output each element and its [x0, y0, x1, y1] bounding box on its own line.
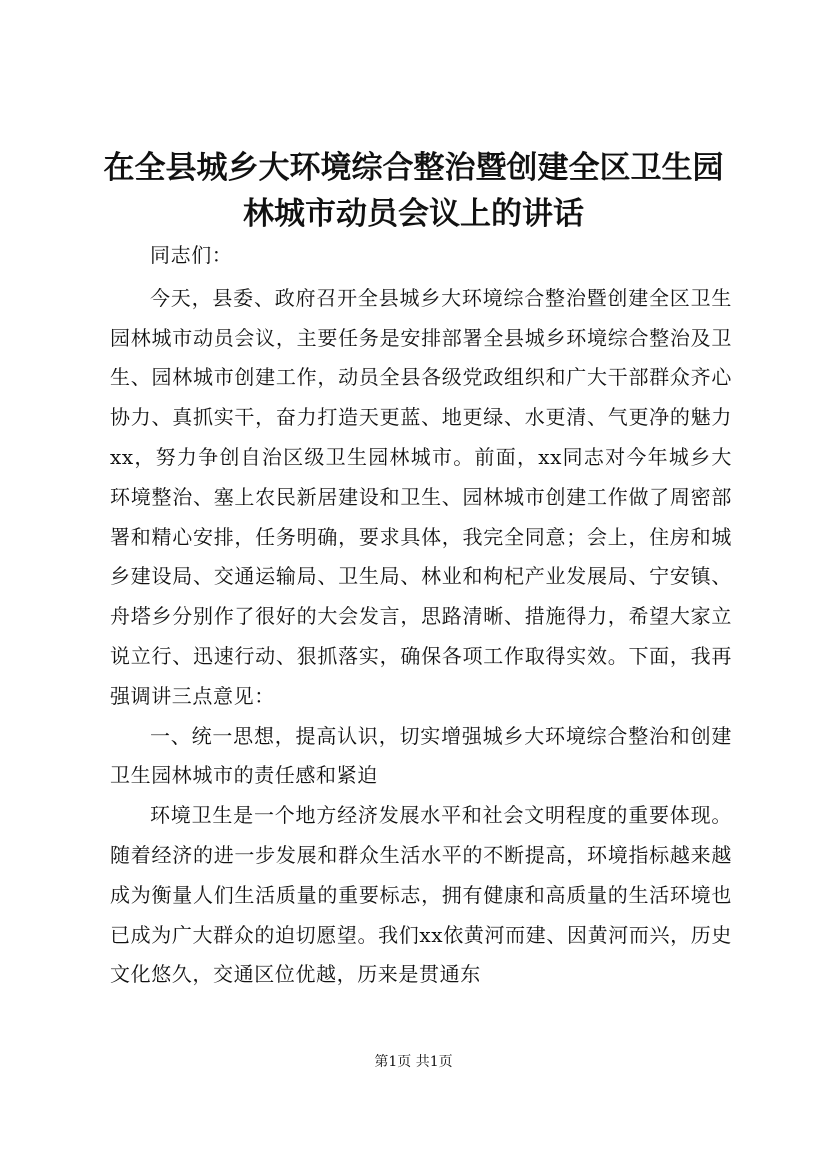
- paragraph-environment: 环境卫生是一个地方经济发展水平和社会文明程度的重要体现。随着经济的进一步发展和群众生活水平的不断提高，环境指标越来越成为衡量人们生活质量的重要标志，拥有健康和高质量的生活环境也已成为广大群众的迫切愿望。我们xx依黄河而建、因黄河而兴，历史文化悠久，交通区位优越，历来是贯通东: [110, 803, 732, 987]
- greeting: 同志们：: [150, 243, 233, 267]
- paragraph-opening: 今天，县委、政府召开全县城乡大环境综合整治暨创建全区卫生园林城市动员会议，主要任务是安排部署全县城乡环境综合整治及卫生、园林城市创建工作，动员全县各级党政组织和广大干部群众齐心协力、真抓实干，奋力打造天更蓝、地更绿、水更清、气更净的魅力xx，努力争创自治区级卫生园林城市。前面，xx同志对今年城乡大环境整治、塞上农民新居建设和卫生、园林城市创建工作做了周密部署和精心安排，任务明确，要求具体，我完全同意；会上，住房和城乡建设局、交通运输局、卫生局、林业和枸杞产业发展局、宁安镇、舟塔乡分别作了很好的大会发言，思路清晰、措施得力，希望大家立说立行、迅速行动、狠抓落实，确保各项工作取得实效。下面，我再强调讲三点意见：: [110, 285, 732, 708]
- page-footer: 第1页 共1页: [374, 1054, 453, 1070]
- document-body: [110, 236, 732, 995]
- document-title: 在全县城乡大环境综合整治暨创建全区卫生园林城市动员会议上的讲话: [103, 150, 724, 232]
- section-heading-one: 一、统一思想，提高认识，切实增强城乡大环境综合整治和创建卫生园林城市的责任感和紧迫: [110, 723, 732, 788]
